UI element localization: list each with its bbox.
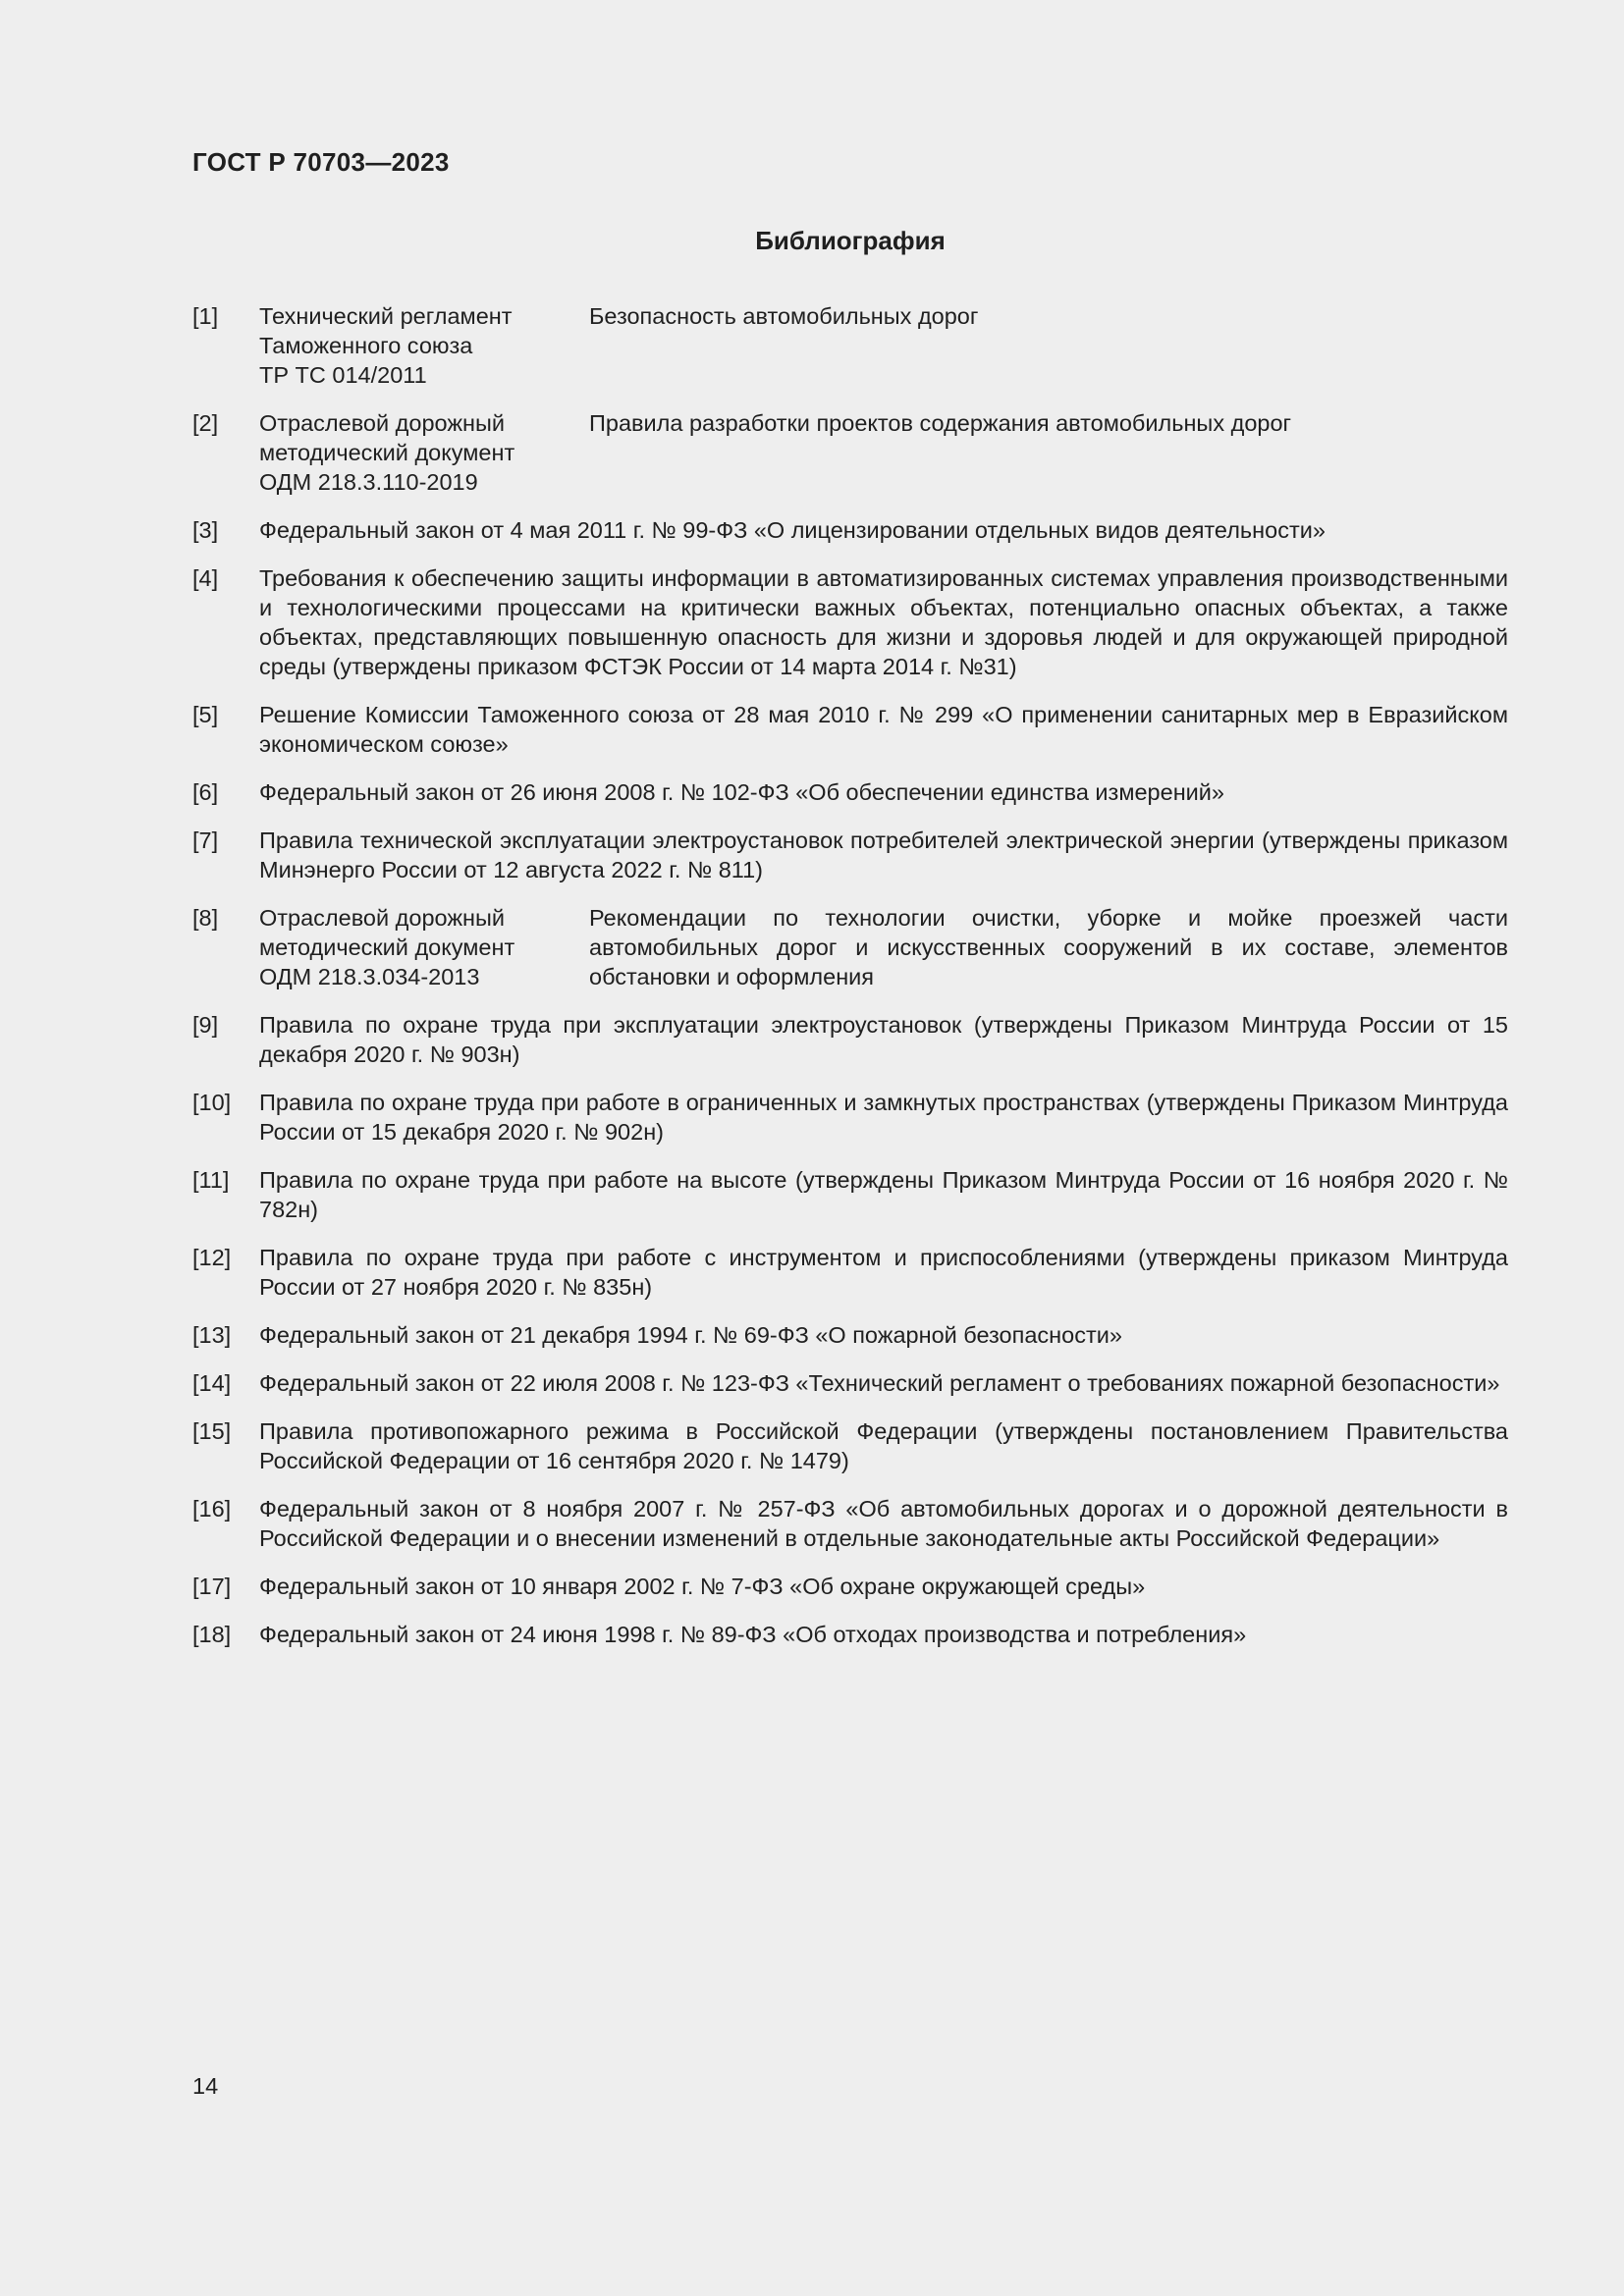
bibliography-entry: [192, 1010, 1508, 1069]
entry-text: Правила по охране труда при эксплуатации электроустановок (утверждены Приказом Минтруда России от 15 декабря 2020 г. № 903н): [259, 1012, 1508, 1067]
doc-type-line: Отраслевой дорожный: [259, 905, 506, 931]
bibliography-entry: [192, 1416, 1508, 1475]
entry-number: [8]: [192, 905, 219, 931]
bibliography-entry: [192, 563, 1508, 681]
bibliography-list: [192, 301, 1508, 1668]
entry-text: Правила технической эксплуатации электроустановок потребителей электрической энергии (утверждены приказом Минэнерго России от 12 августа 2022 г. № 811): [259, 828, 1508, 882]
entry-text: Правила по охране труда при работе в ограниченных и замкнутых пространствах (утверждены Приказом Минтруда России от 15 декабря 2020 г. № 902н): [259, 1090, 1508, 1145]
doc-type-line: методический документ: [259, 934, 515, 960]
entry-text: Федеральный закон от 4 мая 2011 г. № 99-ФЗ «О лицензировании отдельных видов деятельности»: [259, 517, 1326, 543]
entry-text: Правила по охране труда при работе с инструментом и приспособлениями (утверждены приказом Минтруда России от 27 ноября 2020 г. № 835н): [259, 1245, 1508, 1300]
entry-document-type: [259, 301, 589, 390]
doc-type-line: Таможенного союза: [259, 333, 473, 358]
section-title: Библиография: [755, 226, 946, 255]
entry-number: [14]: [192, 1370, 232, 1396]
entry-text: Федеральный закон от 26 июня 2008 г. № 102-ФЗ «Об обеспечении единства измерений»: [259, 779, 1224, 805]
entry-text: Правила противопожарного режима в Российской Федерации (утверждены постановлением Правительства Российской Федерации от 16 сентября 2020 г. № 1479): [259, 1418, 1508, 1473]
entry-document-type: [259, 408, 589, 497]
entry-number: [17]: [192, 1574, 232, 1599]
entry-number: [15]: [192, 1418, 232, 1444]
bibliography-entry: [192, 1165, 1508, 1224]
entry-number: [1]: [192, 303, 219, 329]
entry-title: Безопасность автомобильных дорог: [589, 303, 979, 329]
entry-title: Правила разработки проектов содержания автомобильных дорог: [589, 410, 1292, 436]
entry-number: [12]: [192, 1245, 232, 1270]
bibliography-entry: [192, 777, 1508, 807]
bibliography-entry: [192, 1088, 1508, 1147]
entry-number: [10]: [192, 1090, 232, 1115]
entry-number: [9]: [192, 1012, 219, 1038]
entry-text: Федеральный закон от 21 декабря 1994 г. № 69-ФЗ «О пожарной безопасности»: [259, 1322, 1122, 1348]
entry-number: [18]: [192, 1622, 232, 1647]
entry-title: Рекомендации по технологии очистки, уборке и мойке проезжей части автомобильных дорог и искусственных сооружений в их составе, элементов обстановки и оформления: [589, 905, 1508, 989]
doc-type-line: методический документ: [259, 440, 515, 465]
standard-code: ГОСТ Р 70703—2023: [192, 147, 450, 177]
bibliography-entry: [192, 826, 1508, 884]
entry-number: [5]: [192, 702, 219, 727]
bibliography-entry: [192, 515, 1508, 545]
entry-number: [7]: [192, 828, 219, 853]
entry-text: Федеральный закон от 8 ноября 2007 г. № 257-ФЗ «Об автомобильных дорогах и о дорожной деятельности в Российской Федерации и о внесении изменений в отдельные законодательные акты Российской Федерации»: [259, 1496, 1508, 1551]
bibliography-entry: [192, 1368, 1508, 1398]
bibliography-entry: [192, 1243, 1508, 1302]
entry-document-type: [259, 903, 589, 991]
bibliography-entry: [192, 903, 1508, 991]
entry-number: [6]: [192, 779, 219, 805]
bibliography-entry: [192, 700, 1508, 759]
bibliography-entry: [192, 1494, 1508, 1553]
doc-type-line: ТР ТС 014/2011: [259, 362, 427, 388]
entry-number: [11]: [192, 1167, 230, 1193]
entry-text: Федеральный закон от 22 июля 2008 г. № 123-ФЗ «Технический регламент о требованиях пожарной безопасности»: [259, 1370, 1500, 1396]
entry-text: Требования к обеспечению защиты информации в автоматизированных системах управления производственными и технологическими процессами на критически важных объектах, потенциально опасных объектах, а также объектах, представляющих повышенную опасность для жизни и здоровья людей и для окружающей природной среды (утверждены приказом ФСТЭК России от 14 марта 2014 г. №31): [259, 565, 1508, 679]
entry-text: Решение Комиссии Таможенного союза от 28 мая 2010 г. № 299 «О применении санитарных мер в Евразийском экономическом союзе»: [259, 702, 1508, 757]
doc-type-line: Технический регламент: [259, 303, 513, 329]
bibliography-entry: [192, 408, 1508, 497]
entry-number: [16]: [192, 1496, 232, 1522]
page-number: 14: [192, 2073, 219, 2099]
entry-text: Правила по охране труда при работе на высоте (утверждены Приказом Минтруда России от 16 ноября 2020 г. № 782н): [259, 1167, 1508, 1222]
doc-type-line: ОДМ 218.3.034-2013: [259, 964, 480, 989]
entry-number: [2]: [192, 410, 219, 436]
doc-type-line: ОДМ 218.3.110-2019: [259, 469, 478, 495]
entry-number: [4]: [192, 565, 219, 591]
bibliography-entry: [192, 1620, 1508, 1649]
entry-number: [3]: [192, 517, 219, 543]
bibliography-entry: [192, 301, 1508, 390]
bibliography-entry: [192, 1572, 1508, 1601]
bibliography-entry: [192, 1320, 1508, 1350]
entry-number: [13]: [192, 1322, 232, 1348]
entry-text: Федеральный закон от 24 июня 1998 г. № 89-ФЗ «Об отходах производства и потребления»: [259, 1622, 1247, 1647]
doc-type-line: Отраслевой дорожный: [259, 410, 506, 436]
entry-text: Федеральный закон от 10 января 2002 г. № 7-ФЗ «Об охране окружающей среды»: [259, 1574, 1146, 1599]
